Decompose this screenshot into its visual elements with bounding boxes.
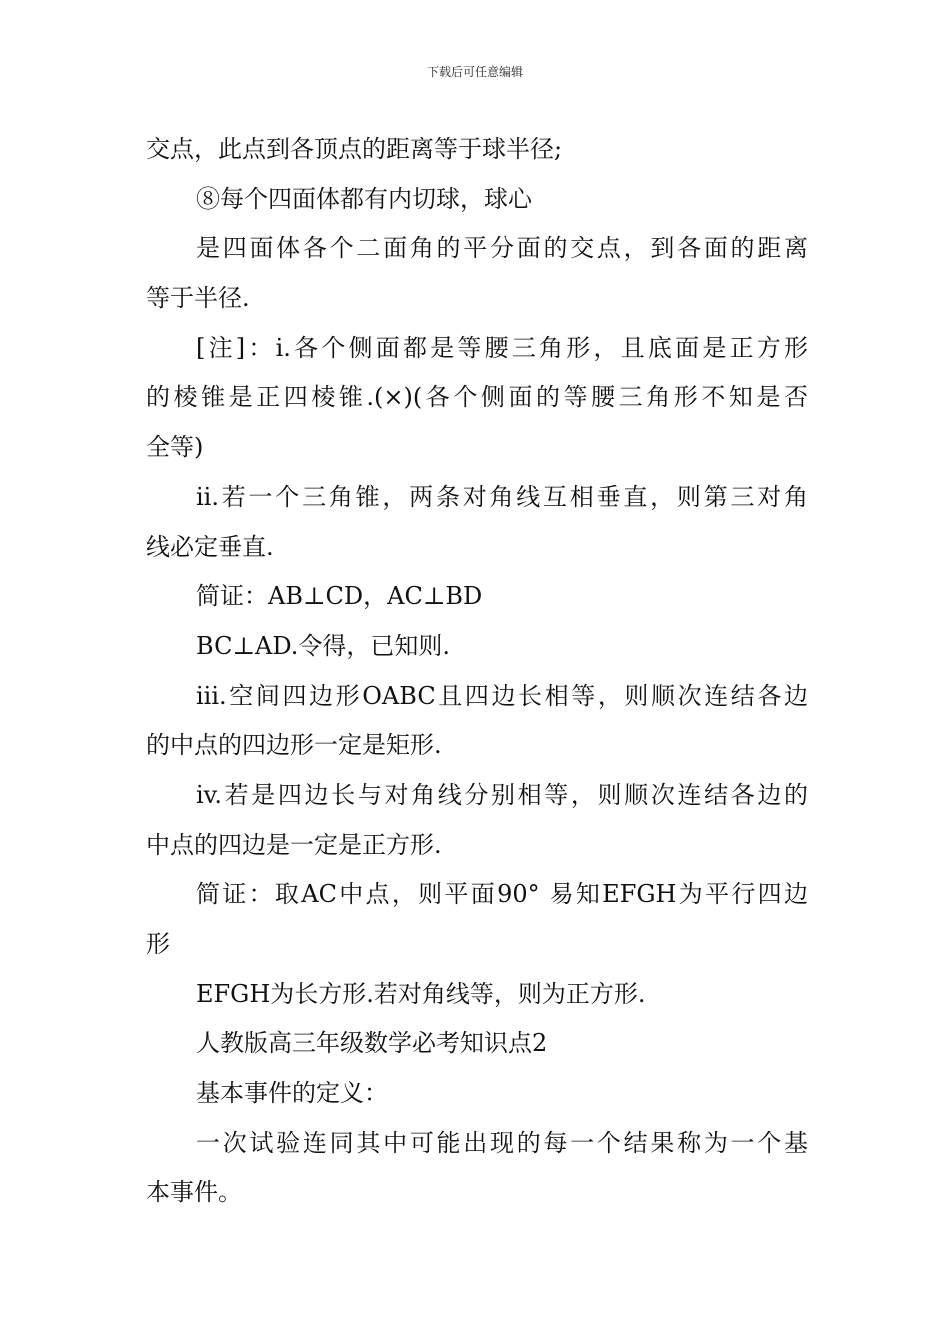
text-line: 基本事件的定义： <box>196 1079 388 1108</box>
text-line: [注]：i.各个侧面都是等腰三角形，且底面是正方形 <box>196 333 808 362</box>
text-line: 的棱锥是正四棱锥.(×)(各个侧面的等腰三角形不知是否 <box>146 383 808 412</box>
text-line: 中点的四边是一定是正方形. <box>146 830 442 859</box>
text-line: ii.若一个三角锥，两条对角线互相垂直，则第三对角 <box>196 482 808 511</box>
text-line: EFGH为长方形.若对角线等，则为正方形. <box>196 979 646 1008</box>
text-line: 形 <box>146 930 170 958</box>
text-line: 的中点的四边形一定是矩形. <box>146 731 442 760</box>
text-line: iv.若是四边长与对角线分别相等，则顺次连结各边的 <box>196 780 808 809</box>
text-line: 全等) <box>146 433 204 462</box>
text-line: ⑧每个四面体都有内切球，球心 <box>196 184 532 213</box>
text-line: 一次试验连同其中可能出现的每一个结果称为一个基 <box>196 1128 808 1157</box>
text-line: 本事件。 <box>146 1178 242 1207</box>
text-line: BC⊥AD.令得，已知则. <box>196 631 450 660</box>
text-line: 等于半径. <box>146 284 250 313</box>
text-line: 简证：AB⊥CD，AC⊥BD <box>196 582 483 611</box>
section-heading: 人教版高三年级数学必考知识点2 <box>196 1029 548 1058</box>
text-line: 是四面体各个二面角的平分面的交点，到各面的距离 <box>196 234 808 263</box>
text-line: 简证：取AC中点，则平面90° 易知EFGH为平行四边 <box>196 880 808 909</box>
document-body <box>146 125 808 1218</box>
text-line: iii.空间四边形OABC且四边长相等，则顺次连结各边 <box>196 681 808 710</box>
page-header: 下载后可任意编辑 <box>426 65 523 79</box>
text-line: 交点，此点到各顶点的距离等于球半径; <box>146 135 563 163</box>
text-line: 线必定垂直. <box>146 532 274 561</box>
